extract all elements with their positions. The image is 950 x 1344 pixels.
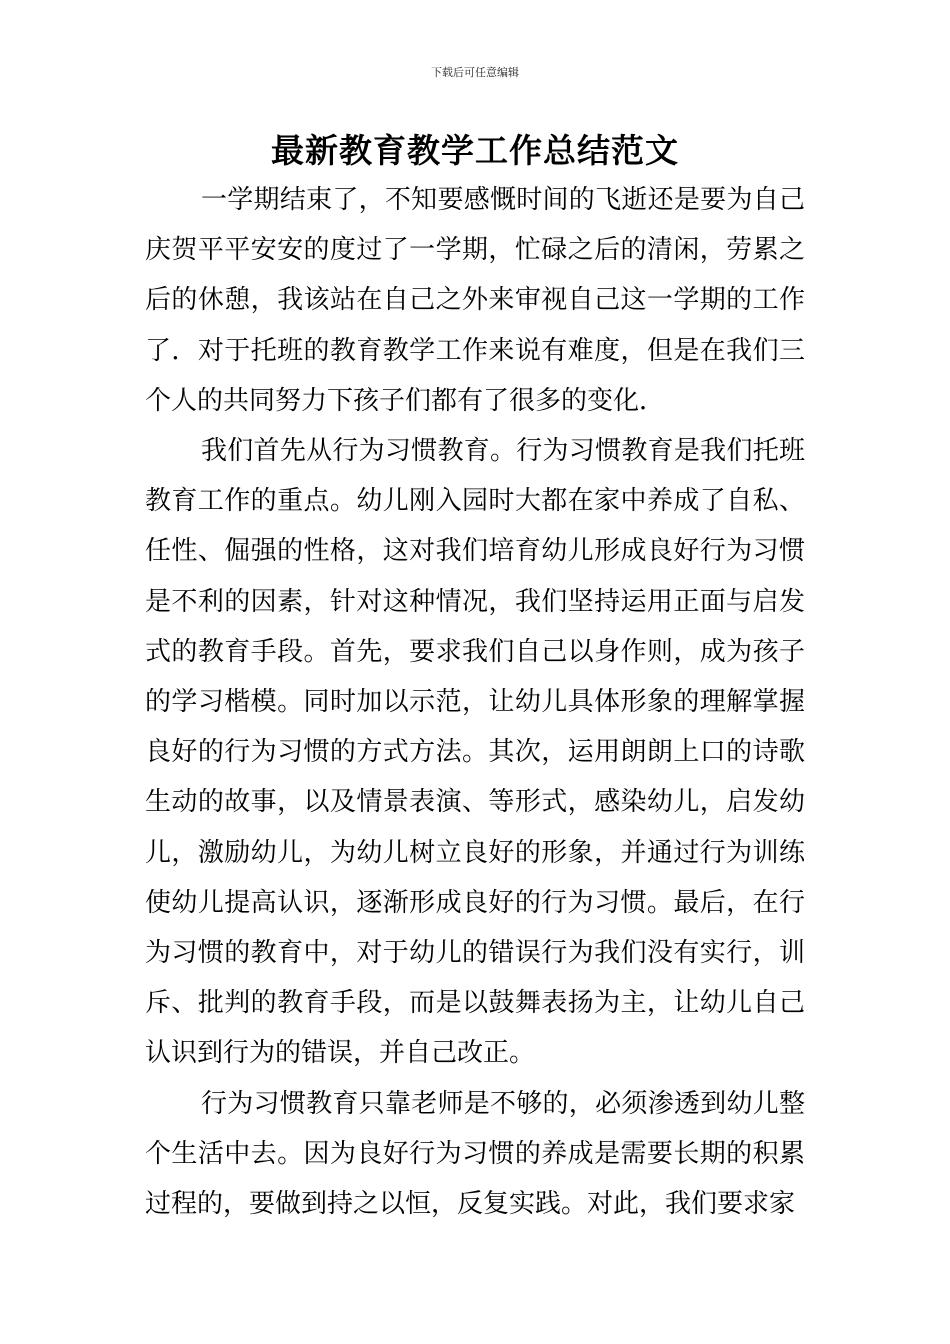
paragraph-1: 一学期结束了，不知要感慨时间的飞逝还是要为自己庆贺平平安安的度过了一学期，忙碌之后的清闲，劳累之后的休憩，我该站在自己之外来审视自己这一学期的工作了．对于托班的教育教学工作来说有难度，但是在我们三个人的共同努力下孩子们都有了很多的变化． xyxy=(145,185,805,416)
header-note: 下载后可任意编辑 xyxy=(431,66,519,79)
paragraph-2: 我们首先从行为习惯教育。行为习惯教育是我们托班教育工作的重点。幼儿刚入园时大都在家中养成了自私、任性、倔强的性格，这对我们培育幼儿形成良好行为习惯是不利的因素，针对这种情况，我们坚持运用正面与启发式的教育手段。首先，要求我们自己以身作则，成为孩子的学习楷模。同时加以示范，让幼儿具体形象的理解掌握良好的行为习惯的方式方法。其次，运用朗朗上口的诗歌生动的故事，以及情景表演、等形式，感染幼儿，启发幼儿，激励幼儿，为幼儿树立良好的形象，并通过行为训练使幼儿提高认识，逐渐形成良好的行为习惯。最后，在行为习惯的教育中，对于幼儿的错误行为我们没有实行，训斥、批判的教育手段，而是以鼓舞表扬为主，让幼儿自己认识到行为的错误，并自己改正。 xyxy=(145,436,805,1069)
document-body xyxy=(145,175,805,1229)
paragraph-3: 行为习惯教育只靠老师是不够的，必须渗透到幼儿整个生活中去。因为良好行为习惯的养成是需要长期的积累过程的，要做到持之以恒，反复实践。对此，我们要求家 xyxy=(145,1088,805,1220)
document-title: 最新教育教学工作总结范文 xyxy=(271,131,679,170)
